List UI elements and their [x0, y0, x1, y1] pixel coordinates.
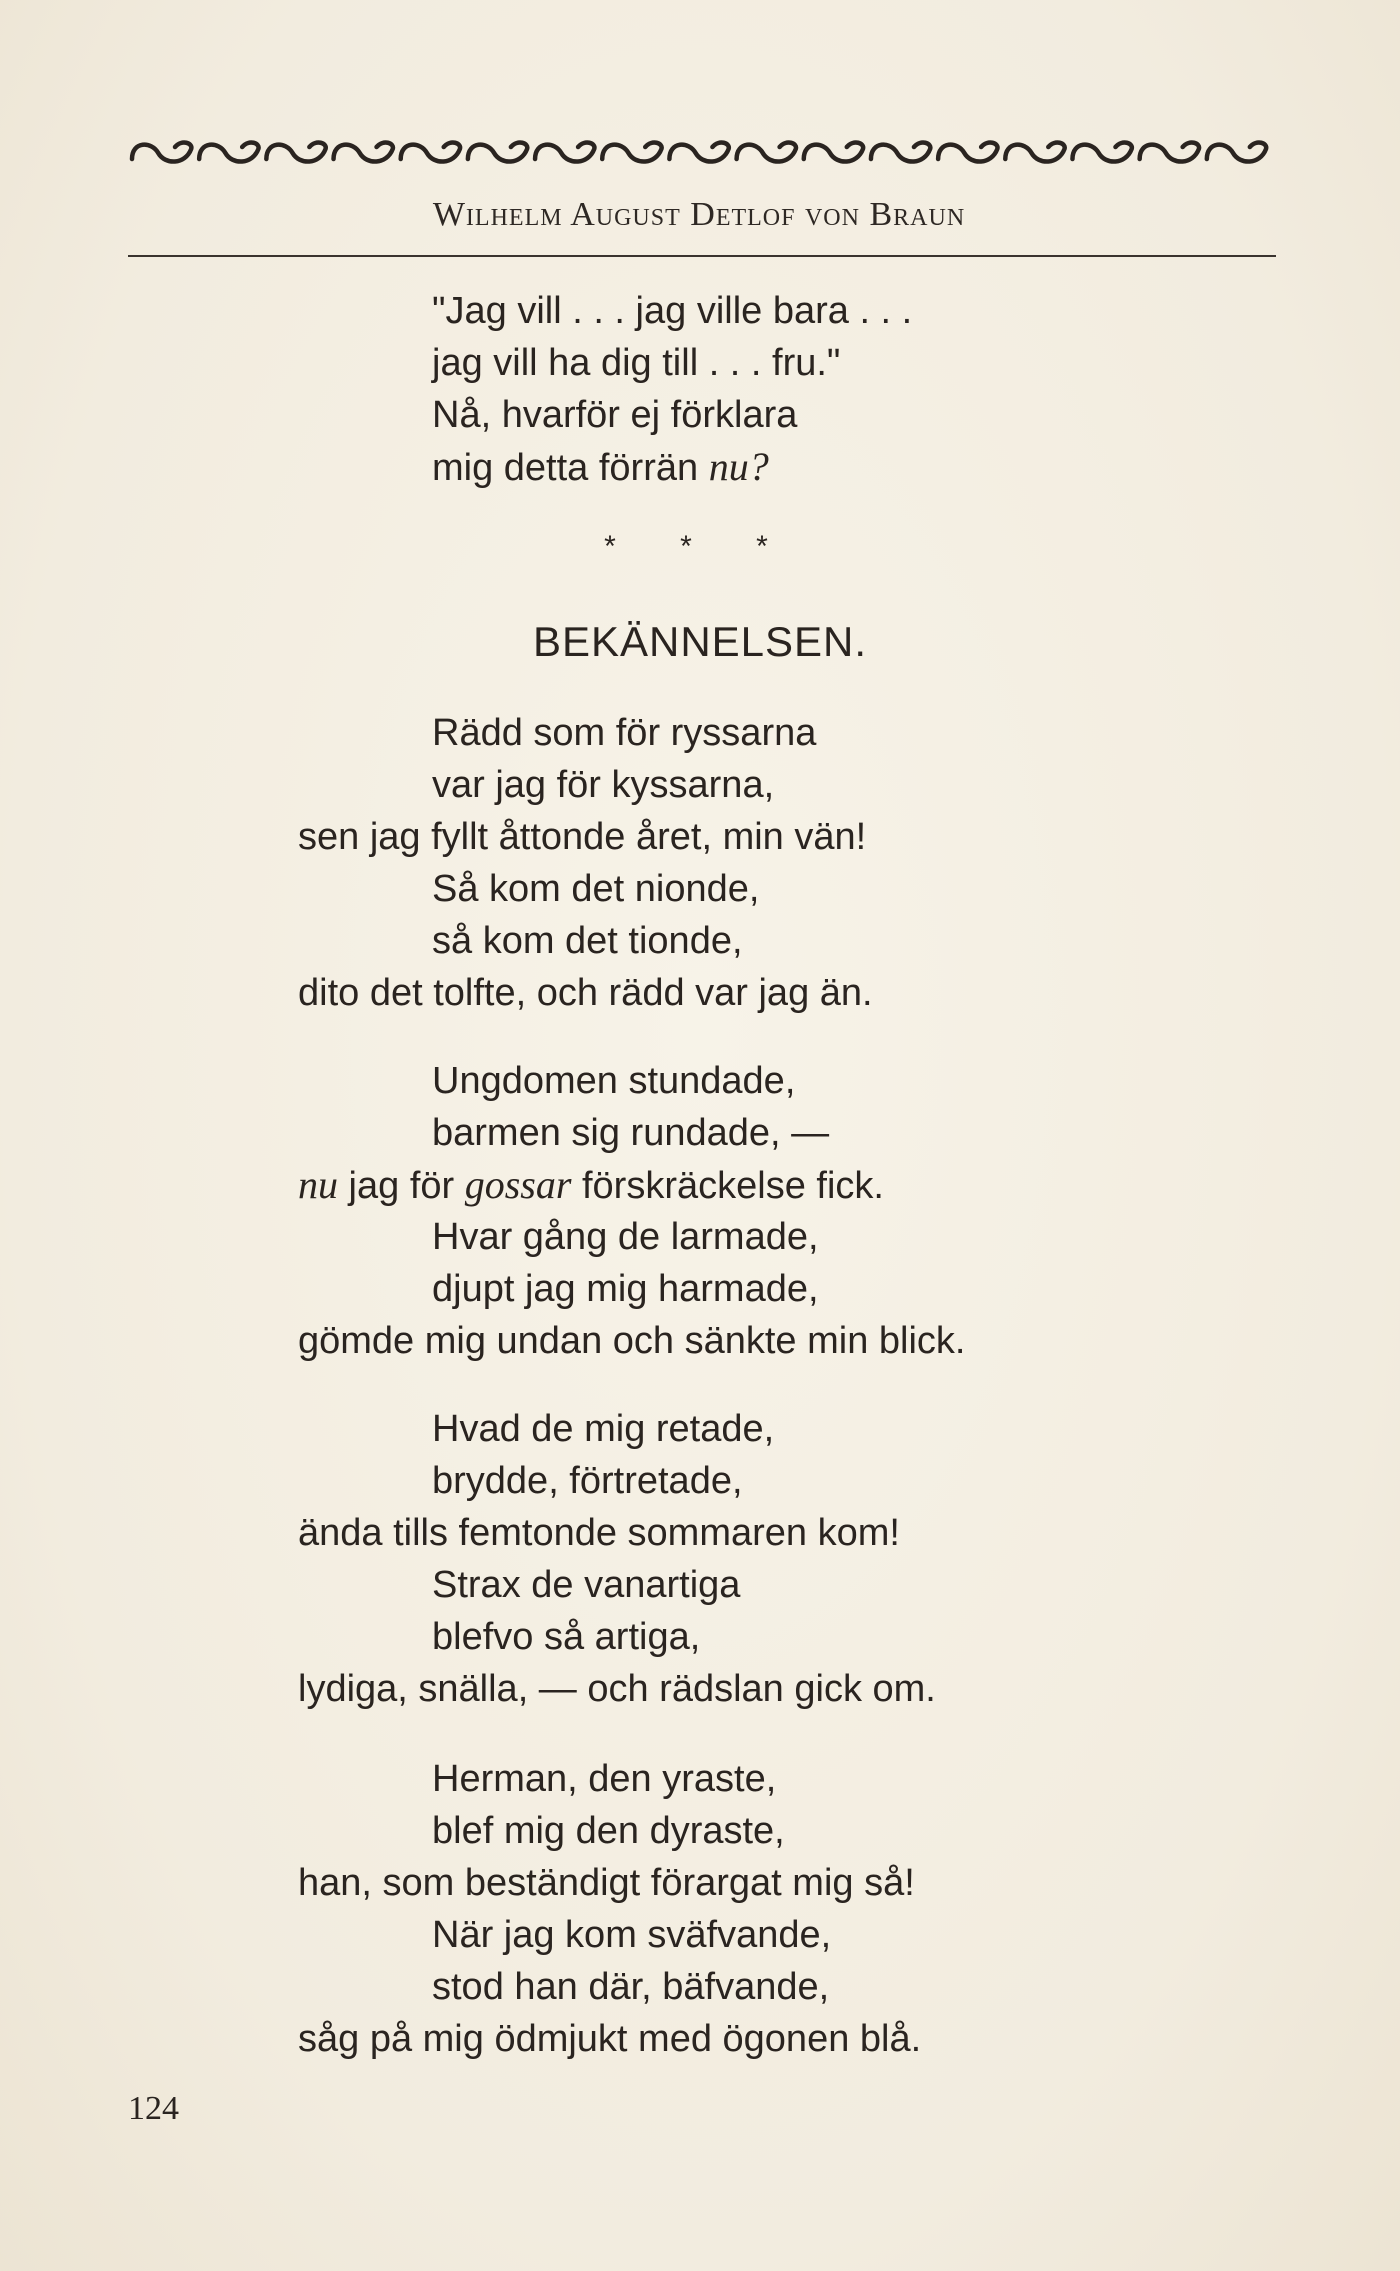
stanza4-line-5: stod han där, bäfvande,	[432, 1966, 830, 2008]
stanza2-line-3	[298, 1162, 884, 1209]
stanza1-line-3: sen jag fyllt åttonde året, min vän!	[298, 816, 867, 858]
poem-title: BEKÄNNELSEN.	[532, 618, 868, 665]
ornament-swirl	[334, 143, 393, 162]
stanza4-line-6: såg på mig ödmjukt med ögonen blå.	[298, 2018, 922, 2060]
stanza3-line-2: brydde, förtretade,	[432, 1460, 743, 1502]
stanza1-line-2: var jag för kyssarna,	[432, 764, 775, 806]
line-text: förskräckelse fick.	[571, 1165, 884, 1207]
running-head: Wilhelm August Detlof von Braun	[432, 196, 966, 233]
section-separator: * * *	[604, 530, 796, 563]
stanza3-line-1: Hvad de mig retade,	[432, 1408, 775, 1450]
ornament-swirl	[535, 143, 594, 162]
stanza1-line-4: Så kom det nionde,	[432, 868, 760, 910]
italic-word-nu: nu	[298, 1162, 338, 1207]
stanza3-line-6: lydiga, snälla, — och rädslan gick om.	[298, 1668, 936, 1710]
ornament-swirl	[266, 143, 325, 162]
stanza1-line-5: så kom det tionde,	[432, 920, 743, 962]
stanza3-line-5: blefvo så artiga,	[432, 1616, 701, 1658]
stanza4-line-2: blef mig den dyraste,	[432, 1810, 785, 1852]
ornament-swirl	[199, 143, 258, 162]
stanza3-line-4: Strax de vanartiga	[432, 1564, 741, 1606]
stanza4-line-4: När jag kom sväfvande,	[432, 1914, 832, 1956]
ornament-swirl	[132, 143, 191, 162]
italic-word-nu: nu?	[708, 444, 769, 489]
ornament-swirl	[401, 143, 460, 162]
ornament-swirl	[1005, 143, 1064, 162]
intro-line-2: jag vill ha dig till . . . fru."	[432, 342, 841, 384]
italic-word-gossar: gossar	[464, 1162, 572, 1207]
intro-line-1: "Jag vill . . . jag ville bara . . .	[432, 290, 913, 332]
stanza4-line-3: han, som beständigt förargat mig så!	[298, 1862, 915, 1904]
header-rule	[128, 255, 1276, 257]
line-text: jag för	[338, 1165, 465, 1207]
intro-line-3: Nå, hvarför ej förklara	[432, 394, 798, 436]
ornament-swirl	[602, 143, 661, 162]
ornament-swirl	[1207, 143, 1266, 162]
stanza2-line-4: Hvar gång de larmade,	[432, 1216, 819, 1258]
stanza3-line-3: ända tills femtonde sommaren kom!	[298, 1512, 900, 1554]
line-text: mig detta förrän	[432, 447, 709, 489]
stanza1-line-6: dito det tolfte, och rädd var jag än.	[298, 972, 873, 1014]
ornament-swirl	[871, 143, 930, 162]
stanza2-line-5: djupt jag mig harmade,	[432, 1268, 819, 1310]
ornament-swirl	[1072, 143, 1131, 162]
stanza4-line-1: Herman, den yraste,	[432, 1758, 777, 1800]
stanza1-line-1: Rädd som för ryssarna	[432, 712, 817, 754]
ornament-swirl	[669, 143, 728, 162]
ornament-swirl	[938, 143, 997, 162]
page-number: 124	[128, 2090, 179, 2127]
ornament-swirl	[468, 143, 527, 162]
stanza2-line-6: gömde mig undan och sänkte min blick.	[298, 1320, 966, 1362]
stanza2-line-2: barmen sig rundade, —	[432, 1112, 830, 1154]
ornament-swirl	[1140, 143, 1199, 162]
intro-line-4	[432, 444, 769, 491]
ornament-swirl	[804, 143, 863, 162]
decorative-header-ornament	[128, 133, 1270, 175]
ornament-swirl	[737, 143, 796, 162]
stanza2-line-1: Ungdomen stundade,	[432, 1060, 796, 1102]
